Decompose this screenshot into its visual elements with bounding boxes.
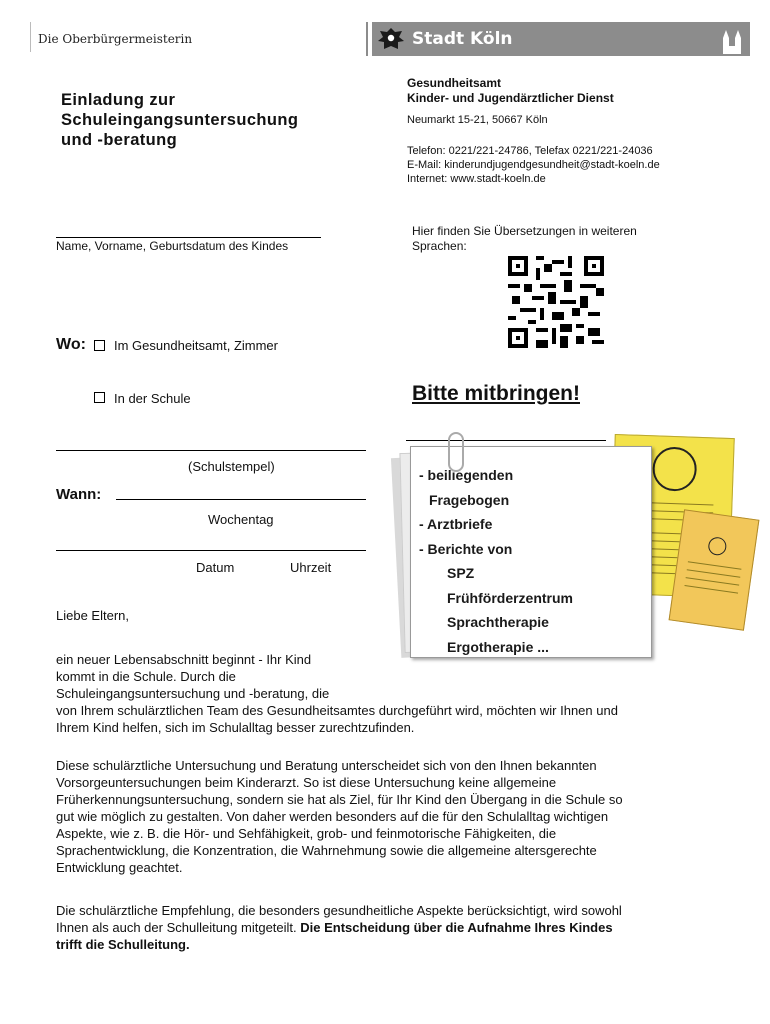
letter-paragraph-2	[56, 757, 706, 876]
decision-emphasis: trifft die Schulleitung.	[56, 937, 190, 952]
bring-item: Ergotherapie ...	[447, 638, 549, 655]
paragraph-line: gut wie möglich zu gestalten. Von daher werden besonders auf die für den Schulalltag wichtigen	[56, 809, 609, 824]
note-top-line	[406, 440, 606, 441]
qr-code-icon[interactable]	[508, 256, 604, 348]
paragraph-text: Ihnen als auch der Schulleitung mitgeteilt.	[56, 920, 301, 935]
paragraph-line: Diese schulärztliche Untersuchung und Beratung unterscheidet sich von den Ihnen bekannten	[56, 758, 597, 773]
bring-list	[419, 463, 573, 659]
header-band-separator	[366, 22, 368, 56]
paragraph-line: Vorsorgeuntersuchungen beim Kinderarzt. So ist diese Untersuchung keine allgemeine	[56, 775, 557, 790]
vaccination-seal-icon	[707, 536, 727, 556]
paragraph-line: Schuleingangsuntersuchung und -beratung, die	[56, 686, 330, 701]
name-label: Name, Vorname, Geburtsdatum des Kindes	[56, 239, 289, 253]
paragraph-line: Sprachentwicklung, die Konzentration, die Wahrnehmung sowie die allgemeine altersgerechte	[56, 843, 597, 858]
org-contact	[407, 144, 660, 186]
checkbox-school[interactable]	[94, 392, 105, 403]
bring-item: Sprachtherapie	[447, 614, 549, 630]
org-internet: Internet: www.stadt-koeln.de	[407, 173, 546, 185]
paragraph-line	[56, 919, 706, 936]
name-fill-line[interactable]	[56, 237, 321, 238]
org-block	[407, 76, 614, 106]
where-option-health-office: Im Gesundheitsamt, Zimmer	[114, 338, 278, 353]
translations-line: Hier finden Sie Übersetzungen in weiteren	[412, 224, 637, 238]
bring-item: - Arztbriefe	[419, 516, 493, 532]
paragraph-line: Früherkennungsuntersuchung, sondern sie hat als Ziel, für Ihr Kind den Übergang in die Schule so	[56, 792, 623, 807]
title-line: und -beratung	[61, 131, 178, 149]
date-time-fill-line[interactable]	[56, 550, 366, 551]
bring-heading: Bitte mitbringen!	[412, 382, 580, 405]
bring-item: Frühförderzentrum	[447, 589, 573, 606]
letter-paragraph-3	[56, 902, 706, 953]
paragraph-line: Entwicklung geachtet.	[56, 860, 183, 875]
title-line: Schuleingangsuntersuchung	[61, 111, 299, 129]
weekday-label: Wochentag	[208, 512, 274, 527]
org-phone: Telefon: 0221/221-24786, Telefax 0221/221-24036	[407, 145, 653, 157]
city-crest-icon	[376, 25, 406, 55]
decision-emphasis: Die Entscheidung über die Aufnahme Ihres Kindes	[300, 920, 613, 935]
where-label: Wo:	[56, 336, 86, 353]
bring-list-card	[410, 446, 652, 658]
bring-item: Fragebogen	[429, 491, 510, 508]
header-left-title: Die Oberbürgermeisterin	[38, 32, 193, 46]
org-email: E-Mail: kinderundjugendgesundheit@stadt-koeln.de	[407, 159, 660, 171]
paragraph-line: von Ihrem schulärztlichen Team des Gesundheitsamtes durchgeführt wird, möchten wir Ihnen und	[56, 703, 618, 718]
stamp-fill-line[interactable]	[56, 450, 366, 451]
date-label: Datum	[196, 560, 235, 575]
document-title	[61, 90, 298, 150]
when-label: Wann:	[56, 486, 102, 503]
vaccination-card-image	[669, 509, 760, 630]
title-line: Einladung zur	[61, 91, 176, 109]
paragraph-line: ein neuer Lebensabschnitt beginnt - Ihr Kind	[56, 652, 312, 667]
weekday-fill-line[interactable]	[116, 499, 366, 500]
bring-item: - Berichte von	[419, 540, 513, 557]
translations-line: Sprachen:	[412, 239, 467, 253]
cathedral-icon	[718, 28, 746, 54]
city-name: Stadt Köln	[412, 29, 513, 49]
paragraph-line: kommt in die Schule. Durch die	[56, 669, 236, 684]
letter-paragraph-1	[56, 651, 706, 736]
org-department: Gesundheitsamt	[407, 76, 502, 90]
stamp-label: (Schulstempel)	[188, 459, 275, 474]
bring-item: - beiliegenden	[419, 467, 514, 483]
org-address: Neumarkt 15-21, 50667 Köln	[407, 114, 548, 126]
paragraph-line: Aspekte, wie z. B. die Hör- und Sehfähigkeit, grob- und feinmotorische Fähigkeiten, die	[56, 826, 557, 841]
letter-greeting: Liebe Eltern,	[56, 608, 129, 623]
paragraph-line: Die schulärztliche Empfehlung, die besonders gesundheitliche Aspekte berücksichtigt, wird sowohl	[56, 903, 622, 918]
org-service: Kinder- und Jugendärztlicher Dienst	[407, 91, 614, 105]
bring-item: SPZ	[447, 565, 475, 581]
header-divider	[30, 22, 31, 52]
time-label: Uhrzeit	[290, 560, 332, 575]
where-option-school: In der Schule	[114, 391, 191, 406]
paragraph-line: Ihrem Kind helfen, sich im Schulalltag besser zurechtzufinden.	[56, 720, 415, 735]
paperclip-icon	[448, 432, 464, 472]
translations-note	[412, 224, 682, 254]
checkbox-health-office[interactable]	[94, 340, 105, 351]
booklet-seal-icon	[652, 446, 698, 492]
